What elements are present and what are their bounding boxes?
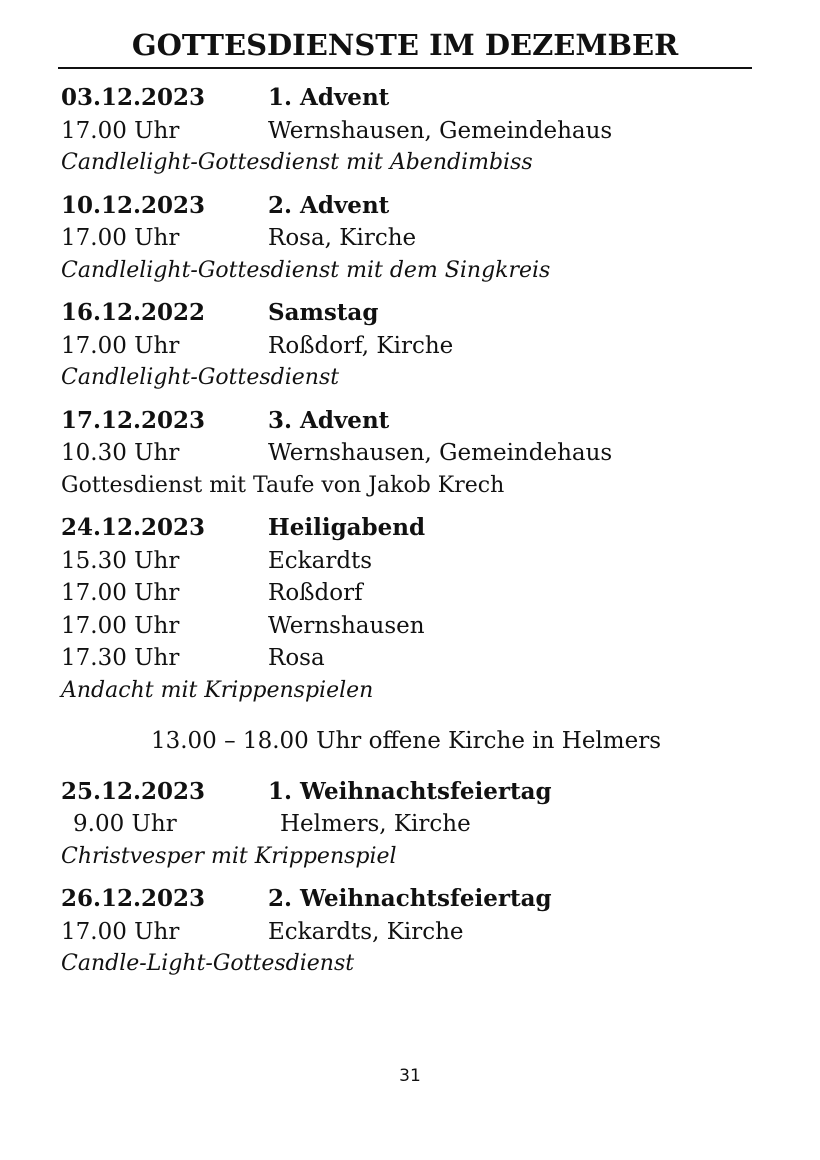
entry-date: 16.12.2022 — [61, 299, 206, 326]
entry-time: 10.30 Uhr — [61, 440, 180, 466]
entry-place: Wernshausen, Gemeindehaus — [268, 440, 613, 466]
entry-occasion: 3. Advent — [268, 406, 390, 434]
service-list — [61, 82, 751, 991]
entry-note: Candlelight-Gottesdienst mit dem Singkreis — [61, 257, 551, 283]
entry-occasion: Heiligabend — [268, 514, 426, 541]
entry-header — [61, 512, 751, 545]
entry-header — [61, 82, 751, 115]
entry-header — [61, 776, 751, 809]
entry-date: 03.12.2023 — [61, 84, 206, 111]
open-church-notice: 13.00 – 18.00 Uhr offene Kirche in Helmers — [150, 728, 662, 754]
entry-time-row — [61, 642, 751, 675]
entry-time: 15.30 Uhr — [61, 547, 180, 574]
entry-place: Wernshausen, Gemeindehaus — [268, 117, 613, 144]
entry-place: Roßdorf, Kirche — [268, 332, 454, 359]
entry-note: Christvesper mit Krippenspiel — [61, 843, 397, 869]
entry-time: 17.00 Uhr — [61, 612, 180, 639]
entry-time-row — [61, 577, 751, 610]
entry-note: Candle-Light-Gottesdienst — [61, 951, 355, 976]
entry-header — [61, 405, 751, 438]
service-entry — [61, 883, 751, 981]
entry-place: Rosa — [268, 645, 325, 671]
entry-header — [61, 883, 751, 916]
title-divider — [58, 67, 752, 69]
entry-time: 17.00 Uhr — [61, 918, 180, 945]
entry-header — [61, 190, 751, 223]
entry-time: 17.30 Uhr — [61, 645, 180, 671]
entry-place: Eckardts — [268, 547, 373, 574]
entry-note: Gottesdienst mit Taufe von Jakob Krech — [61, 472, 505, 498]
entry-date: 24.12.2023 — [61, 514, 206, 541]
entry-occasion: 2. Advent — [268, 191, 390, 219]
entry-time-row — [61, 115, 751, 148]
entry-note: Candlelight-Gottesdienst mit Abendimbiss — [61, 150, 533, 175]
page-number: 31 — [399, 1066, 421, 1086]
entry-note: Andacht mit Krippenspielen — [61, 677, 374, 703]
entry-place: Eckardts, Kirche — [268, 918, 464, 945]
entry-note: Candlelight-Gottesdienst — [61, 365, 340, 390]
entry-date: 26.12.2023 — [61, 885, 206, 912]
entry-time-row — [61, 610, 751, 643]
entry-time: 17.00 Uhr — [61, 225, 180, 251]
entry-occasion: Samstag — [268, 299, 379, 326]
entry-time-row — [61, 808, 751, 841]
service-entry — [61, 512, 751, 707]
entry-place: Roßdorf — [268, 580, 363, 606]
entry-time-row — [61, 916, 751, 949]
entry-time: 9.00 Uhr — [73, 811, 177, 837]
service-entry — [61, 405, 751, 503]
service-entry — [61, 297, 751, 395]
entry-date: 17.12.2023 — [61, 406, 206, 434]
entry-place: Rosa, Kirche — [268, 225, 417, 251]
entry-place: Wernshausen — [268, 612, 425, 639]
service-entry — [61, 82, 751, 180]
page-title: GOTTESDIENSTE IM DEZEMBER — [131, 28, 679, 62]
entry-place: Helmers, Kirche — [280, 811, 471, 837]
entry-time-row — [61, 545, 751, 578]
entry-occasion: 1. Weihnachtsfeiertag — [268, 777, 552, 805]
entry-occasion: 2. Weihnachtsfeiertag — [268, 885, 552, 912]
service-entry — [61, 776, 751, 874]
entry-header — [61, 297, 751, 330]
entry-occasion: 1. Advent — [268, 84, 390, 111]
entry-date: 25.12.2023 — [61, 777, 206, 805]
entry-time-row — [61, 437, 751, 470]
entry-time: 17.00 Uhr — [61, 117, 180, 144]
entry-time-row — [61, 222, 751, 255]
entry-time-row — [61, 330, 751, 363]
entry-time: 17.00 Uhr — [61, 580, 180, 606]
entry-date: 10.12.2023 — [61, 191, 206, 219]
service-entry — [61, 190, 751, 288]
entry-time: 17.00 Uhr — [61, 332, 180, 359]
